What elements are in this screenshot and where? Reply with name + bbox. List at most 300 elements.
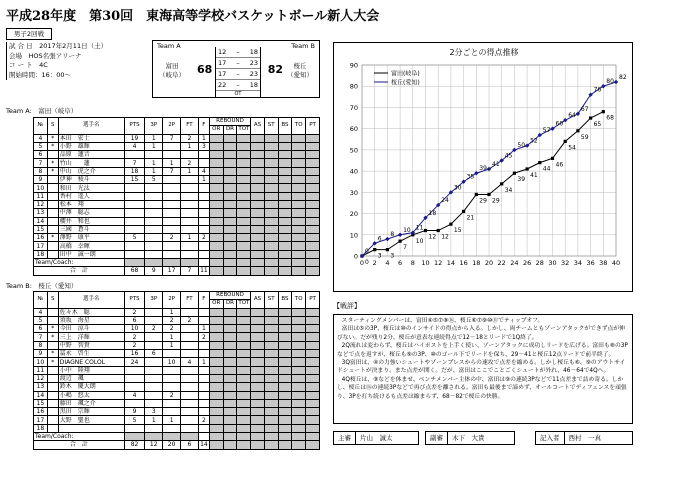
player-row bbox=[34, 333, 320, 341]
empty-cell bbox=[264, 217, 278, 225]
empty-cell bbox=[223, 167, 237, 175]
col-pt: PT bbox=[306, 118, 320, 135]
data-label: 54 bbox=[568, 144, 576, 152]
player-cell bbox=[47, 217, 58, 225]
data-label: 24 bbox=[441, 197, 449, 205]
player-cell: 11 bbox=[34, 192, 48, 200]
series-2-point bbox=[385, 237, 389, 241]
player-cell bbox=[163, 242, 181, 250]
player-cell bbox=[145, 200, 163, 208]
coach-row bbox=[34, 259, 320, 267]
x-tick-label: 24 bbox=[510, 259, 519, 267]
player-cell: * bbox=[47, 159, 58, 167]
player-cell bbox=[181, 200, 199, 208]
player-cell bbox=[47, 408, 58, 416]
player-cell bbox=[163, 192, 181, 200]
player-cell bbox=[58, 424, 124, 432]
empty-cell bbox=[209, 358, 223, 366]
series-2-point bbox=[398, 233, 402, 237]
player-cell bbox=[145, 184, 163, 192]
empty-cell bbox=[278, 200, 292, 208]
player-cell bbox=[163, 383, 181, 391]
team-a-total: 68 bbox=[197, 63, 213, 76]
data-label: 65 bbox=[593, 121, 602, 129]
y-tick-label: 90 bbox=[349, 61, 358, 70]
series-1-point bbox=[538, 161, 541, 164]
data-label: 0 bbox=[365, 259, 369, 266]
col-starter: S bbox=[47, 292, 58, 309]
data-label: 30 bbox=[453, 184, 462, 192]
player-cell bbox=[181, 374, 199, 382]
player-cell: 中野 智貴 bbox=[58, 341, 124, 349]
empty-cell bbox=[251, 209, 265, 217]
empty-cell bbox=[306, 200, 320, 208]
empty-cell bbox=[251, 167, 265, 175]
empty-cell bbox=[237, 142, 251, 150]
player-row bbox=[34, 200, 320, 208]
col-name: 選手名 bbox=[58, 118, 124, 135]
recorder-name: 西村 一真 bbox=[568, 434, 601, 442]
empty-cell bbox=[209, 316, 223, 324]
empty-cell bbox=[223, 391, 237, 399]
player-cell bbox=[181, 333, 199, 341]
player-cell: 24 bbox=[124, 358, 145, 366]
col-tot: TOT bbox=[238, 126, 250, 133]
empty-cell bbox=[209, 225, 223, 233]
player-cell bbox=[198, 391, 209, 399]
empty-cell bbox=[223, 250, 237, 258]
data-label: 18 bbox=[428, 209, 437, 217]
empty-cell bbox=[264, 358, 278, 366]
player-cell: 3 bbox=[145, 408, 163, 416]
player-cell bbox=[145, 391, 163, 399]
empty-cell bbox=[292, 424, 306, 432]
player-cell: 10 bbox=[34, 184, 48, 192]
player-cell: 1 bbox=[163, 308, 181, 316]
player-cell: 10 bbox=[34, 358, 48, 366]
player-cell bbox=[181, 350, 199, 358]
empty-cell bbox=[278, 134, 292, 142]
player-cell: 17 bbox=[34, 242, 48, 250]
player-cell bbox=[47, 209, 58, 217]
empty-cell bbox=[292, 366, 306, 374]
totals-label: 合 計 bbox=[34, 441, 125, 449]
empty-cell bbox=[278, 308, 292, 316]
player-cell bbox=[181, 408, 199, 416]
game-court: コ ー ト 4C bbox=[9, 61, 48, 69]
empty-cell bbox=[209, 424, 223, 432]
player-cell: 11 bbox=[34, 366, 48, 374]
empty-cell bbox=[264, 242, 278, 250]
player-cell bbox=[198, 192, 209, 200]
empty-cell bbox=[292, 358, 306, 366]
empty-cell bbox=[251, 234, 265, 242]
empty-cell bbox=[237, 374, 251, 382]
empty-cell bbox=[237, 358, 251, 366]
col-foul: F bbox=[198, 118, 209, 135]
empty-cell bbox=[251, 250, 265, 258]
chart-svg bbox=[334, 43, 634, 293]
data-label: 39 bbox=[479, 165, 487, 173]
x-tick-label: 38 bbox=[599, 259, 608, 267]
empty-cell bbox=[237, 366, 251, 374]
empty-cell bbox=[237, 192, 251, 200]
empty-cell bbox=[251, 217, 265, 225]
player-cell: 1 bbox=[198, 134, 209, 142]
empty-cell bbox=[209, 383, 223, 391]
quarter-scores bbox=[215, 47, 261, 98]
player-cell: 2 bbox=[181, 159, 199, 167]
col-no: № bbox=[34, 118, 48, 135]
total-cell: 14 bbox=[200, 441, 208, 449]
empty-cell bbox=[278, 316, 292, 324]
empty-cell bbox=[251, 366, 265, 374]
empty-cell bbox=[223, 225, 237, 233]
data-label: 7 bbox=[403, 244, 407, 252]
empty-cell bbox=[292, 416, 306, 424]
player-cell: 7 bbox=[34, 333, 48, 341]
empty-cell bbox=[292, 325, 306, 333]
player-cell: 2 bbox=[124, 341, 145, 349]
empty-cell bbox=[251, 242, 265, 250]
empty-cell bbox=[223, 209, 237, 217]
player-cell: 小中 陸翔 bbox=[58, 366, 124, 374]
empty-cell bbox=[251, 358, 265, 366]
empty-cell bbox=[292, 225, 306, 233]
player-cell: 2 bbox=[163, 316, 181, 324]
player-cell: 黒田 宗輝 bbox=[58, 408, 124, 416]
empty-cell bbox=[264, 374, 278, 382]
player-cell: 1 bbox=[163, 416, 181, 424]
player-row bbox=[34, 408, 320, 416]
empty-cell bbox=[278, 416, 292, 424]
data-label: 29 bbox=[492, 197, 500, 205]
empty-cell bbox=[209, 184, 223, 192]
empty-cell bbox=[237, 250, 251, 258]
player-cell bbox=[163, 350, 181, 358]
player-cell bbox=[145, 225, 163, 233]
player-cell bbox=[198, 399, 209, 407]
player-cell: 16 bbox=[34, 234, 48, 242]
empty-cell bbox=[237, 391, 251, 399]
empty-cell bbox=[251, 325, 265, 333]
empty-cell bbox=[237, 242, 251, 250]
empty-cell bbox=[251, 333, 265, 341]
empty-cell bbox=[292, 250, 306, 258]
x-tick-label: 0 bbox=[359, 259, 365, 267]
player-row bbox=[34, 374, 320, 382]
col-as: AS bbox=[251, 292, 265, 309]
player-cell bbox=[181, 176, 199, 184]
series-1-point bbox=[386, 248, 389, 251]
player-cell bbox=[181, 217, 199, 225]
player-cell: 9 bbox=[34, 176, 48, 184]
player-cell bbox=[198, 366, 209, 374]
empty-cell bbox=[264, 225, 278, 233]
empty-cell bbox=[251, 399, 265, 407]
team-b-label: Team B bbox=[291, 42, 315, 50]
data-label: 60 bbox=[555, 120, 564, 128]
empty-cell bbox=[292, 316, 306, 324]
game-venue: 会場 HOS名張アリーナ bbox=[9, 51, 82, 60]
empty-cell bbox=[223, 184, 237, 192]
empty-cell bbox=[292, 242, 306, 250]
empty-cell bbox=[278, 391, 292, 399]
empty-cell bbox=[278, 250, 292, 258]
player-cell bbox=[145, 383, 163, 391]
empty-cell bbox=[278, 408, 292, 416]
empty-cell bbox=[264, 325, 278, 333]
player-cell: 15 bbox=[34, 399, 48, 407]
player-cell bbox=[181, 366, 199, 374]
player-cell: 小嶋 悠太 bbox=[58, 391, 124, 399]
team-b-name bbox=[287, 62, 313, 80]
player-cell: 澤野 康平 bbox=[58, 234, 124, 242]
legend-entry-1: 富田(岐阜) bbox=[391, 70, 420, 78]
player-cell bbox=[163, 142, 181, 150]
coach-label: Team/Coach: bbox=[34, 433, 125, 441]
player-cell: 櫻井 和也 bbox=[58, 217, 124, 225]
data-label: 80 bbox=[606, 78, 614, 86]
data-label: 46 bbox=[555, 161, 564, 169]
player-row bbox=[34, 250, 320, 258]
empty-cell bbox=[292, 374, 306, 382]
col-3p: 3P bbox=[145, 292, 163, 309]
team-b-stats-table bbox=[33, 291, 320, 450]
player-row bbox=[34, 176, 320, 184]
empty-cell bbox=[223, 234, 237, 242]
player-row bbox=[34, 242, 320, 250]
x-tick-label: 16 bbox=[459, 259, 468, 267]
empty-cell bbox=[209, 308, 223, 316]
empty-cell bbox=[237, 151, 251, 159]
series-1-point bbox=[564, 140, 567, 143]
team-b-school: 桜丘 bbox=[293, 62, 307, 70]
player-cell: 三國 蒼斗 bbox=[58, 225, 124, 233]
player-cell bbox=[47, 176, 58, 184]
x-tick-label: 14 bbox=[446, 259, 456, 267]
y-tick-label: 30 bbox=[349, 188, 358, 197]
series-1-point bbox=[551, 157, 554, 160]
empty-cell bbox=[223, 134, 237, 142]
player-cell: 10 bbox=[163, 358, 181, 366]
player-cell bbox=[163, 200, 181, 208]
series-1-point bbox=[500, 182, 503, 185]
empty-cell bbox=[306, 134, 320, 142]
player-cell bbox=[47, 366, 58, 374]
player-cell: * bbox=[47, 325, 58, 333]
player-cell bbox=[198, 242, 209, 250]
team-a-school: 富田 bbox=[165, 62, 179, 70]
col-bs: BS bbox=[278, 118, 292, 135]
player-cell: 1 bbox=[145, 159, 163, 167]
col-dr: DR bbox=[223, 126, 237, 134]
empty-cell bbox=[223, 341, 237, 349]
player-cell bbox=[145, 399, 163, 407]
empty-cell bbox=[264, 341, 278, 349]
player-cell bbox=[181, 250, 199, 258]
player-cell bbox=[181, 416, 199, 424]
empty-cell bbox=[306, 383, 320, 391]
player-cell bbox=[198, 408, 209, 416]
empty-cell bbox=[292, 200, 306, 208]
player-cell bbox=[163, 374, 181, 382]
player-cell: 1 bbox=[163, 159, 181, 167]
player-cell bbox=[124, 242, 145, 250]
player-row bbox=[34, 350, 320, 358]
game-info bbox=[6, 42, 107, 80]
empty-cell bbox=[209, 192, 223, 200]
player-cell bbox=[198, 184, 209, 192]
empty-cell bbox=[209, 234, 223, 242]
empty-cell bbox=[264, 167, 278, 175]
player-cell: 大野 聖也 bbox=[58, 416, 124, 424]
player-cell: * bbox=[47, 134, 58, 142]
empty-cell bbox=[306, 366, 320, 374]
player-cell: 6 bbox=[34, 325, 48, 333]
quarter-3: 17 – 23 bbox=[218, 70, 258, 78]
player-cell bbox=[145, 374, 163, 382]
coach-row bbox=[34, 433, 320, 441]
player-cell bbox=[163, 424, 181, 432]
player-cell bbox=[198, 350, 209, 358]
data-label: 76 bbox=[593, 86, 602, 94]
player-row bbox=[34, 159, 320, 167]
player-row bbox=[34, 358, 320, 366]
player-cell: 1 bbox=[181, 167, 199, 175]
empty-cell bbox=[223, 142, 237, 150]
empty-cell bbox=[237, 134, 251, 142]
player-cell bbox=[47, 192, 58, 200]
commentary-label: 【戦評】 bbox=[333, 302, 361, 310]
player-row bbox=[34, 225, 320, 233]
data-label: 82 bbox=[619, 73, 627, 81]
empty-cell bbox=[278, 209, 292, 217]
empty-cell bbox=[237, 200, 251, 208]
empty-cell bbox=[251, 225, 265, 233]
player-cell: 1 bbox=[163, 341, 181, 349]
empty-cell bbox=[278, 424, 292, 432]
player-cell: 1 bbox=[181, 234, 199, 242]
empty-cell bbox=[278, 225, 292, 233]
col-2p: 2P bbox=[163, 292, 181, 309]
col-to: TO bbox=[292, 118, 306, 135]
col-starter: S bbox=[47, 118, 58, 135]
player-cell: 1 bbox=[145, 416, 163, 424]
data-label: 3 bbox=[390, 252, 395, 260]
data-label: 41 bbox=[530, 171, 538, 179]
commentary-box bbox=[333, 314, 633, 424]
x-tick-label: 40 bbox=[611, 259, 621, 267]
col-rebound: REBOUND bbox=[209, 292, 250, 300]
col-ft: FT bbox=[181, 118, 199, 135]
page-title: 平成28年度 第30回 東海高等学校バスケットボール新人大会 bbox=[6, 9, 380, 24]
empty-cell bbox=[237, 184, 251, 192]
empty-cell bbox=[306, 209, 320, 217]
chart-title: 2分ごとの得点推移 bbox=[449, 48, 519, 57]
player-cell: 佐々木 聡 bbox=[58, 308, 124, 316]
data-label: 45 bbox=[504, 152, 513, 160]
player-row bbox=[34, 192, 320, 200]
player-cell bbox=[47, 316, 58, 324]
data-label: 21 bbox=[466, 214, 475, 222]
series-1-point bbox=[602, 110, 605, 113]
recorder-label: 記入者 bbox=[536, 432, 565, 444]
score-box bbox=[152, 40, 320, 98]
empty-cell bbox=[292, 167, 306, 175]
empty-cell bbox=[209, 167, 223, 175]
player-cell bbox=[163, 250, 181, 258]
player-cell bbox=[145, 358, 163, 366]
data-label: 44 bbox=[542, 165, 551, 173]
data-label: 0 bbox=[365, 248, 369, 255]
player-cell: 1 bbox=[145, 167, 163, 175]
empty-cell bbox=[306, 234, 320, 242]
data-label: 52 bbox=[530, 137, 538, 145]
empty-cell bbox=[237, 225, 251, 233]
empty-cell bbox=[278, 192, 292, 200]
team-b-pref: （愛知） bbox=[287, 71, 313, 79]
empty-cell bbox=[278, 325, 292, 333]
q4-a: 22 bbox=[218, 81, 227, 89]
empty-cell bbox=[251, 184, 265, 192]
total-cell: 6 bbox=[181, 441, 199, 449]
empty-cell bbox=[306, 416, 320, 424]
x-tick-label: 2 bbox=[372, 259, 377, 267]
empty-cell bbox=[209, 341, 223, 349]
player-cell bbox=[124, 374, 145, 382]
player-cell: 15 bbox=[124, 176, 145, 184]
empty-cell bbox=[251, 316, 265, 324]
player-cell: 14 bbox=[34, 391, 48, 399]
player-cell: 中山 虎之介 bbox=[58, 167, 124, 175]
empty-cell bbox=[306, 217, 320, 225]
player-cell: 2 bbox=[163, 325, 181, 333]
data-label: 29 bbox=[479, 197, 487, 205]
player-cell: 1 bbox=[198, 358, 209, 366]
empty-cell bbox=[223, 308, 237, 316]
data-label: 3 bbox=[377, 252, 382, 260]
player-cell bbox=[163, 209, 181, 217]
player-cell: 2 bbox=[198, 333, 209, 341]
player-row bbox=[34, 424, 320, 432]
player-cell: 18 bbox=[34, 424, 48, 432]
player-cell bbox=[145, 234, 163, 242]
empty-cell bbox=[264, 391, 278, 399]
player-cell bbox=[198, 341, 209, 349]
empty-cell bbox=[209, 151, 223, 159]
data-label: 39 bbox=[517, 176, 526, 184]
player-cell bbox=[47, 250, 58, 258]
totals-label: 合 計 bbox=[34, 267, 125, 275]
col-tot: TOT bbox=[238, 300, 250, 307]
empty-cell bbox=[223, 217, 237, 225]
empty-cell bbox=[292, 134, 306, 142]
player-cell bbox=[124, 184, 145, 192]
series-1-point bbox=[526, 167, 529, 170]
q1-b: 18 bbox=[249, 48, 258, 56]
empty-cell bbox=[292, 217, 306, 225]
player-cell: 2 bbox=[163, 391, 181, 399]
player-cell bbox=[47, 242, 58, 250]
col-dr: DR bbox=[223, 300, 237, 308]
empty-cell bbox=[278, 399, 292, 407]
player-row bbox=[34, 383, 320, 391]
player-cell: 17 bbox=[34, 416, 48, 424]
game-date: 試 合 日 2017年2月11日（土） bbox=[9, 42, 108, 50]
total-cell: 11 bbox=[200, 267, 208, 275]
empty-cell bbox=[292, 391, 306, 399]
